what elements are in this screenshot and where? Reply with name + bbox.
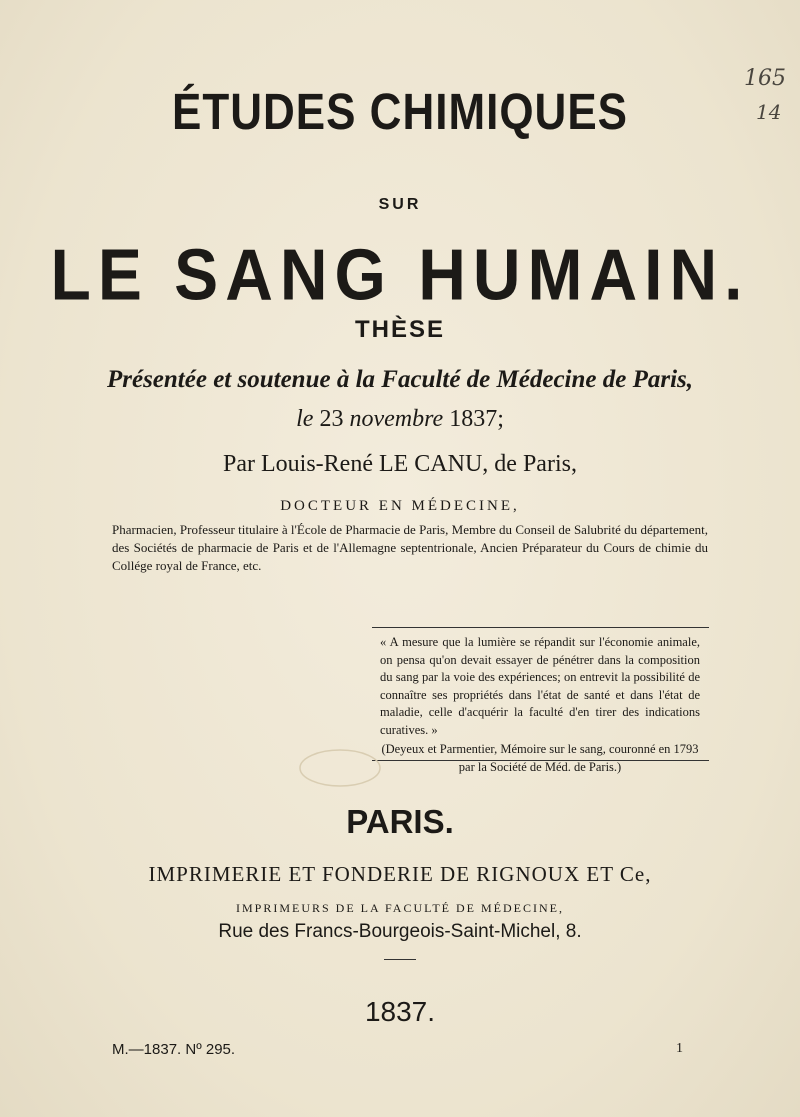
main-title: ÉTUDES CHIMIQUES (171, 84, 629, 141)
handwritten-marginalia-2: 14 (756, 100, 782, 124)
epigraph-text: « A mesure que la lumière se répandit sur l'économie animale, on pensa qu'on devait essayer de pénétrer dans la composition du sang par la voie des expériences; on entrevit la possibilité de connaître ses propriétés dans l'état de santé et dans l'état de maladie, celle d'acquérir la faculté d'en tirer des indications curatives. » (380, 635, 700, 737)
degree-line: DOCTEUR EN MÉDECINE, (280, 498, 520, 514)
printer-signature: M.—1837. Nº 295. (112, 1041, 236, 1058)
presentation-line: Présentée et soutenue à la Faculté de Médecine de Paris, (106, 366, 694, 393)
imprint-divider (384, 959, 416, 960)
date-day: 23 (319, 406, 344, 432)
subject-title: LE SANG HUMAIN. (50, 233, 750, 315)
defense-date (0, 406, 800, 433)
date-prefix: le (296, 406, 314, 432)
author-credentials: Pharmacien, Professeur titulaire à l'École de Pharmacie de Paris, Membre du Conseil de Salubrité du département, des Sociétés de pharmacie de Paris et de l'Allemagne septentrionale, Ancien Préparateur du Cours de chimie du Collége royal de France, etc. (112, 522, 708, 573)
printer-name: IMPRIMERIE ET FONDERIE DE RIGNOUX ET Ce, (148, 862, 652, 886)
sheet-number: 1 (676, 1041, 683, 1056)
these-heading: THÈSE (354, 316, 445, 343)
faded-stamp-icon (280, 738, 480, 798)
printer-title: IMPRIMEURS DE LA FACULTÉ DE MÉDECINE, (235, 901, 564, 915)
handwritten-marginalia: 165 (744, 66, 786, 91)
date-year: 1837; (449, 406, 504, 432)
printer-address: Rue des Francs-Bourgeois-Saint-Michel, 8. (218, 921, 582, 942)
date-month: novembre (349, 406, 444, 432)
epigraph-attribution: (Deyeux et Parmentier, Mémoire sur le sang, couronné en 1793 par la Société de Méd. de Paris.) (381, 742, 699, 774)
title-connector: SUR (378, 196, 422, 213)
quote-top-rule (372, 627, 709, 628)
publication-year: 1837. (364, 996, 436, 1027)
imprint-city: PARIS. (346, 803, 454, 840)
author-line: Par Louis-René LE CANU, de Paris, (223, 451, 577, 477)
